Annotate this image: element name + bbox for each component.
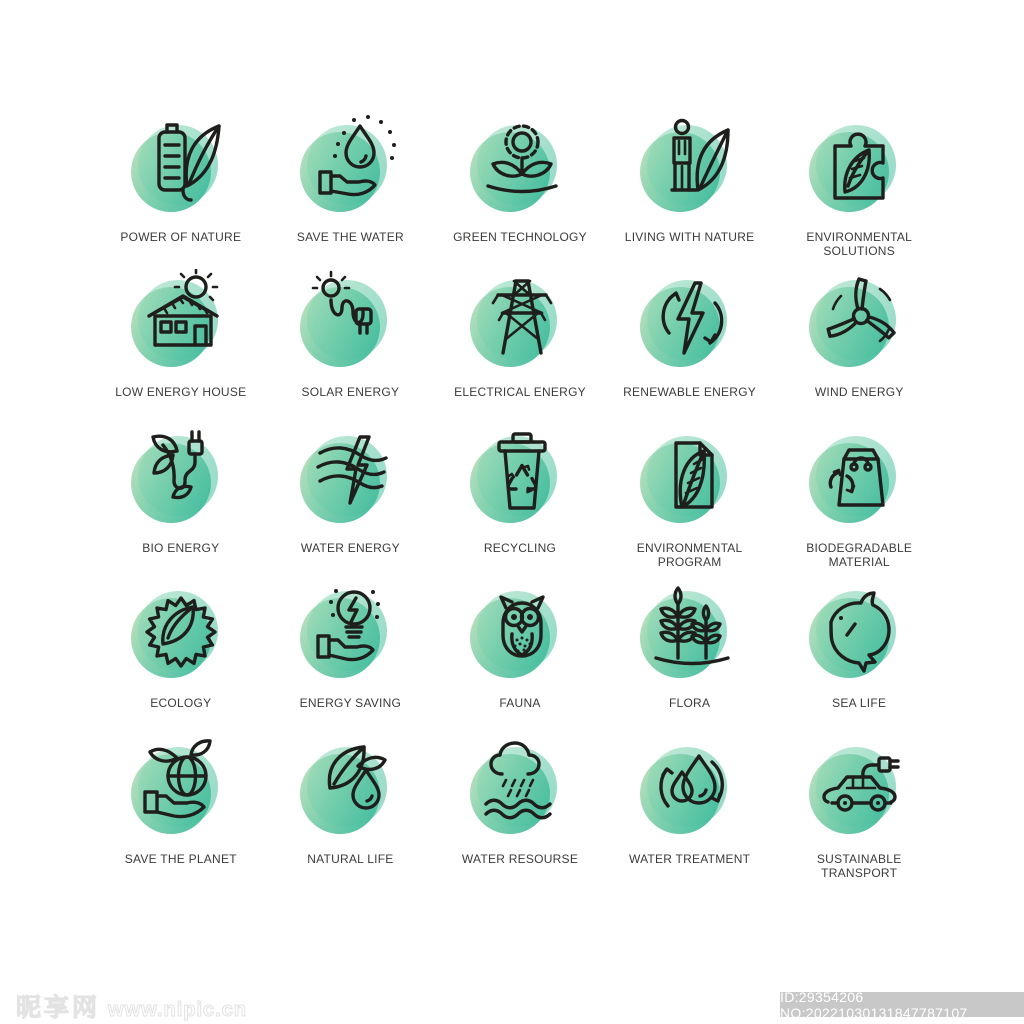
icon-label: WATER ENERGY <box>300 540 400 555</box>
drops-cycle-icon <box>640 738 740 838</box>
watermark-site-url: www.nipic.cn <box>108 999 248 1021</box>
icon-label: ENERGY SAVING <box>299 696 402 711</box>
icon-cell <box>96 271 266 426</box>
icon-cell <box>266 271 436 426</box>
icon-label: WATER TREATMENT <box>628 851 751 866</box>
icon-label: ENVIRONMENTAL PROGRAM <box>636 540 743 569</box>
icon-grid <box>96 116 944 893</box>
sun-plug-icon <box>300 271 400 371</box>
hand-globe-icon <box>131 738 231 838</box>
leaf-document-icon <box>640 427 740 527</box>
person-leaf-icon <box>640 116 740 216</box>
gear-flower-icon <box>470 116 570 216</box>
leaves-drop-icon <box>300 738 400 838</box>
icon-label: LIVING WITH NATURE <box>624 230 755 244</box>
image-id-text: ID:29354206 NO:20221030131847787107 <box>780 988 968 1021</box>
icon-label: ECOLOGY <box>150 696 212 711</box>
power-tower-icon <box>470 271 570 371</box>
icon-cell <box>435 116 605 271</box>
icon-cell <box>435 582 605 737</box>
icon-label: BIO ENERGY <box>142 540 220 555</box>
icon-label: NATURAL LIFE <box>307 851 394 866</box>
icon-label: FLORA <box>668 696 711 711</box>
icon-cell <box>266 582 436 737</box>
icon-label: GREEN TECHNOLOGY <box>453 230 587 244</box>
icon-label: POWER OF NATURE <box>120 230 242 244</box>
puzzle-leaf-icon <box>809 116 909 216</box>
icon-label: FAUNA <box>499 696 541 711</box>
bolt-waves-icon <box>300 427 400 527</box>
icon-label: WIND ENERGY <box>814 385 904 400</box>
icon-label: SAVE THE WATER <box>296 230 404 244</box>
icon-cell <box>605 738 775 893</box>
icon-label: SEA LIFE <box>832 696 887 711</box>
icon-label: RENEWABLE ENERGY <box>623 385 757 400</box>
leaves-plug-icon <box>131 427 231 527</box>
icon-cell <box>435 271 605 426</box>
rain-cloud-waves-icon <box>470 738 570 838</box>
icon-cell <box>435 738 605 893</box>
icon-cell <box>96 582 266 737</box>
owl-icon <box>470 582 570 682</box>
wind-turbine-icon <box>809 271 909 371</box>
icon-label: SAVE THE PLANET <box>124 851 237 866</box>
bolt-cycle-icon <box>640 271 740 371</box>
image-id-bar <box>780 988 1024 1021</box>
plants-icon <box>640 582 740 682</box>
icon-cell <box>774 582 944 737</box>
icon-label: WATER RESOURSE <box>461 851 579 866</box>
icon-label: ENVIRONMENTAL SOLUTIONS <box>806 230 913 258</box>
dolphin-icon <box>809 582 909 682</box>
icon-cell <box>774 271 944 426</box>
electric-car-icon <box>809 738 909 838</box>
icon-cell <box>96 116 266 271</box>
hand-water-drop-icon <box>300 116 400 216</box>
icon-cell <box>605 427 775 582</box>
icon-cell <box>774 116 944 271</box>
icon-cell <box>774 427 944 582</box>
battery-leaf-icon <box>131 116 231 216</box>
icon-cell <box>774 738 944 893</box>
icon-label: BIODEGRADABLE MATERIAL <box>806 540 913 569</box>
hand-bulb-icon <box>300 582 400 682</box>
recycle-bag-icon <box>809 427 909 527</box>
icon-cell <box>266 116 436 271</box>
icon-cell <box>605 116 775 271</box>
icon-label: SOLAR ENERGY <box>301 385 400 400</box>
icon-cell <box>605 582 775 737</box>
icon-cell <box>605 271 775 426</box>
icon-cell <box>96 738 266 893</box>
icon-cell <box>435 427 605 582</box>
icon-cell <box>266 738 436 893</box>
solar-house-icon <box>131 271 231 371</box>
icon-label: SUSTAINABLE TRANSPORT <box>816 851 902 880</box>
leaf-burst-icon <box>131 582 231 682</box>
watermark-site-name: 昵享网 <box>16 994 101 1022</box>
recycle-bin-icon <box>470 427 570 527</box>
icon-cell <box>96 427 266 582</box>
icon-label: RECYCLING <box>483 540 557 555</box>
icon-label: ELECTRICAL ENERGY <box>454 385 586 400</box>
icon-cell <box>266 427 436 582</box>
icon-label: LOW ENERGY HOUSE <box>115 385 247 400</box>
site-watermark <box>16 988 247 1024</box>
